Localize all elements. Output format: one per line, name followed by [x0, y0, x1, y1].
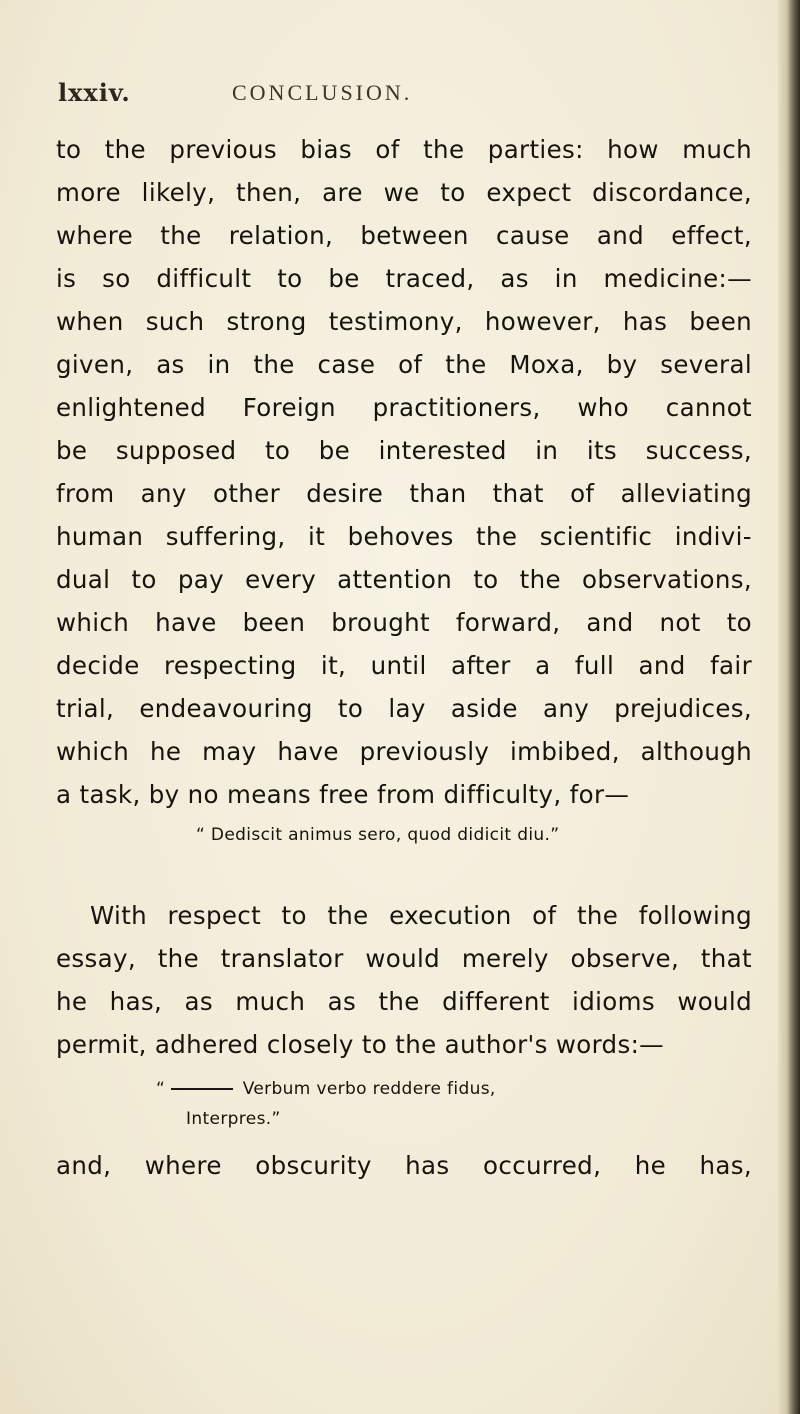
text-line: and, where obscurity has occurred, he has,	[56, 1151, 752, 1180]
text-line: he has, as much as the different idioms would	[56, 987, 752, 1016]
text-line: more likely, then, are we to expect discordance,	[56, 178, 752, 207]
text-line: which he may have previously imbibed, although	[56, 737, 752, 766]
page-number: lxxiv.	[58, 78, 131, 107]
latin-quotation-line-2: Interpres.”	[186, 1109, 281, 1129]
latin-quotation-line-1	[56, 1074, 752, 1104]
text-line: from any other desire than that of alleviating	[56, 479, 752, 508]
text-line: permit, adhered closely to the author's words:—	[56, 1030, 665, 1059]
text-line: where the relation, between cause and effect,	[56, 221, 752, 250]
quotation-text: Verbum verbo reddere fidus,	[242, 1079, 496, 1099]
text-line: be supposed to be interested in its success,	[56, 436, 752, 465]
text-line: which have been brought forward, and not to	[56, 608, 752, 637]
body-text	[56, 128, 752, 1187]
text-line: given, as in the case of the Moxa, by several	[56, 350, 752, 379]
running-head: CONCLUSION.	[232, 80, 413, 105]
text-line: when such strong testimony, however, has been	[56, 307, 752, 336]
text-line: trial, endeavouring to lay aside any prejudices,	[56, 694, 752, 723]
text-line: enlightened Foreign practitioners, who cannot	[56, 393, 752, 422]
latin-quotation: “ Dediscit animus sero, quod didicit diu.”	[196, 825, 560, 845]
text-line: essay, the translator would merely observe, that	[56, 944, 752, 973]
dash-rule	[171, 1088, 233, 1090]
text-line: With respect to the execution of the following	[90, 901, 752, 930]
page-edge-shadow	[778, 0, 800, 1414]
text-line: a task, by no means free from difficulty, for—	[56, 780, 630, 809]
text-line: to the previous bias of the parties: how much	[56, 135, 752, 164]
open-quote-mark: “	[156, 1079, 166, 1099]
text-line: human suffering, it behoves the scientific indivi-	[56, 522, 752, 551]
text-line: decide respecting it, until after a full and fair	[56, 651, 752, 680]
text-line: is so difficult to be traced, as in medicine:—	[56, 264, 752, 293]
page-header	[0, 78, 780, 118]
text-line: dual to pay every attention to the observations,	[56, 565, 752, 594]
